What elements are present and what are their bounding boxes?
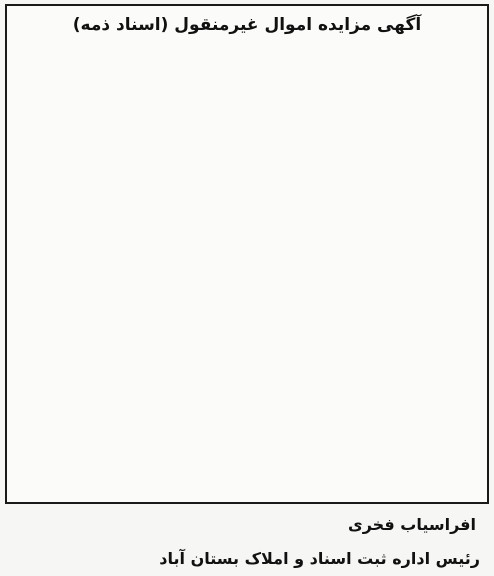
signature-block (14, 514, 480, 570)
signer-title: رئیس اداره ثبت اسناد و املاک بستان آباد (159, 549, 480, 568)
notice-title: آگهی مزایده اموال غیرمنقول (اسناد ذمه) (72, 15, 422, 35)
notice-border-box (5, 4, 489, 504)
notice-body (19, 40, 475, 448)
signer-name: افراسیاب فخری (348, 515, 476, 534)
